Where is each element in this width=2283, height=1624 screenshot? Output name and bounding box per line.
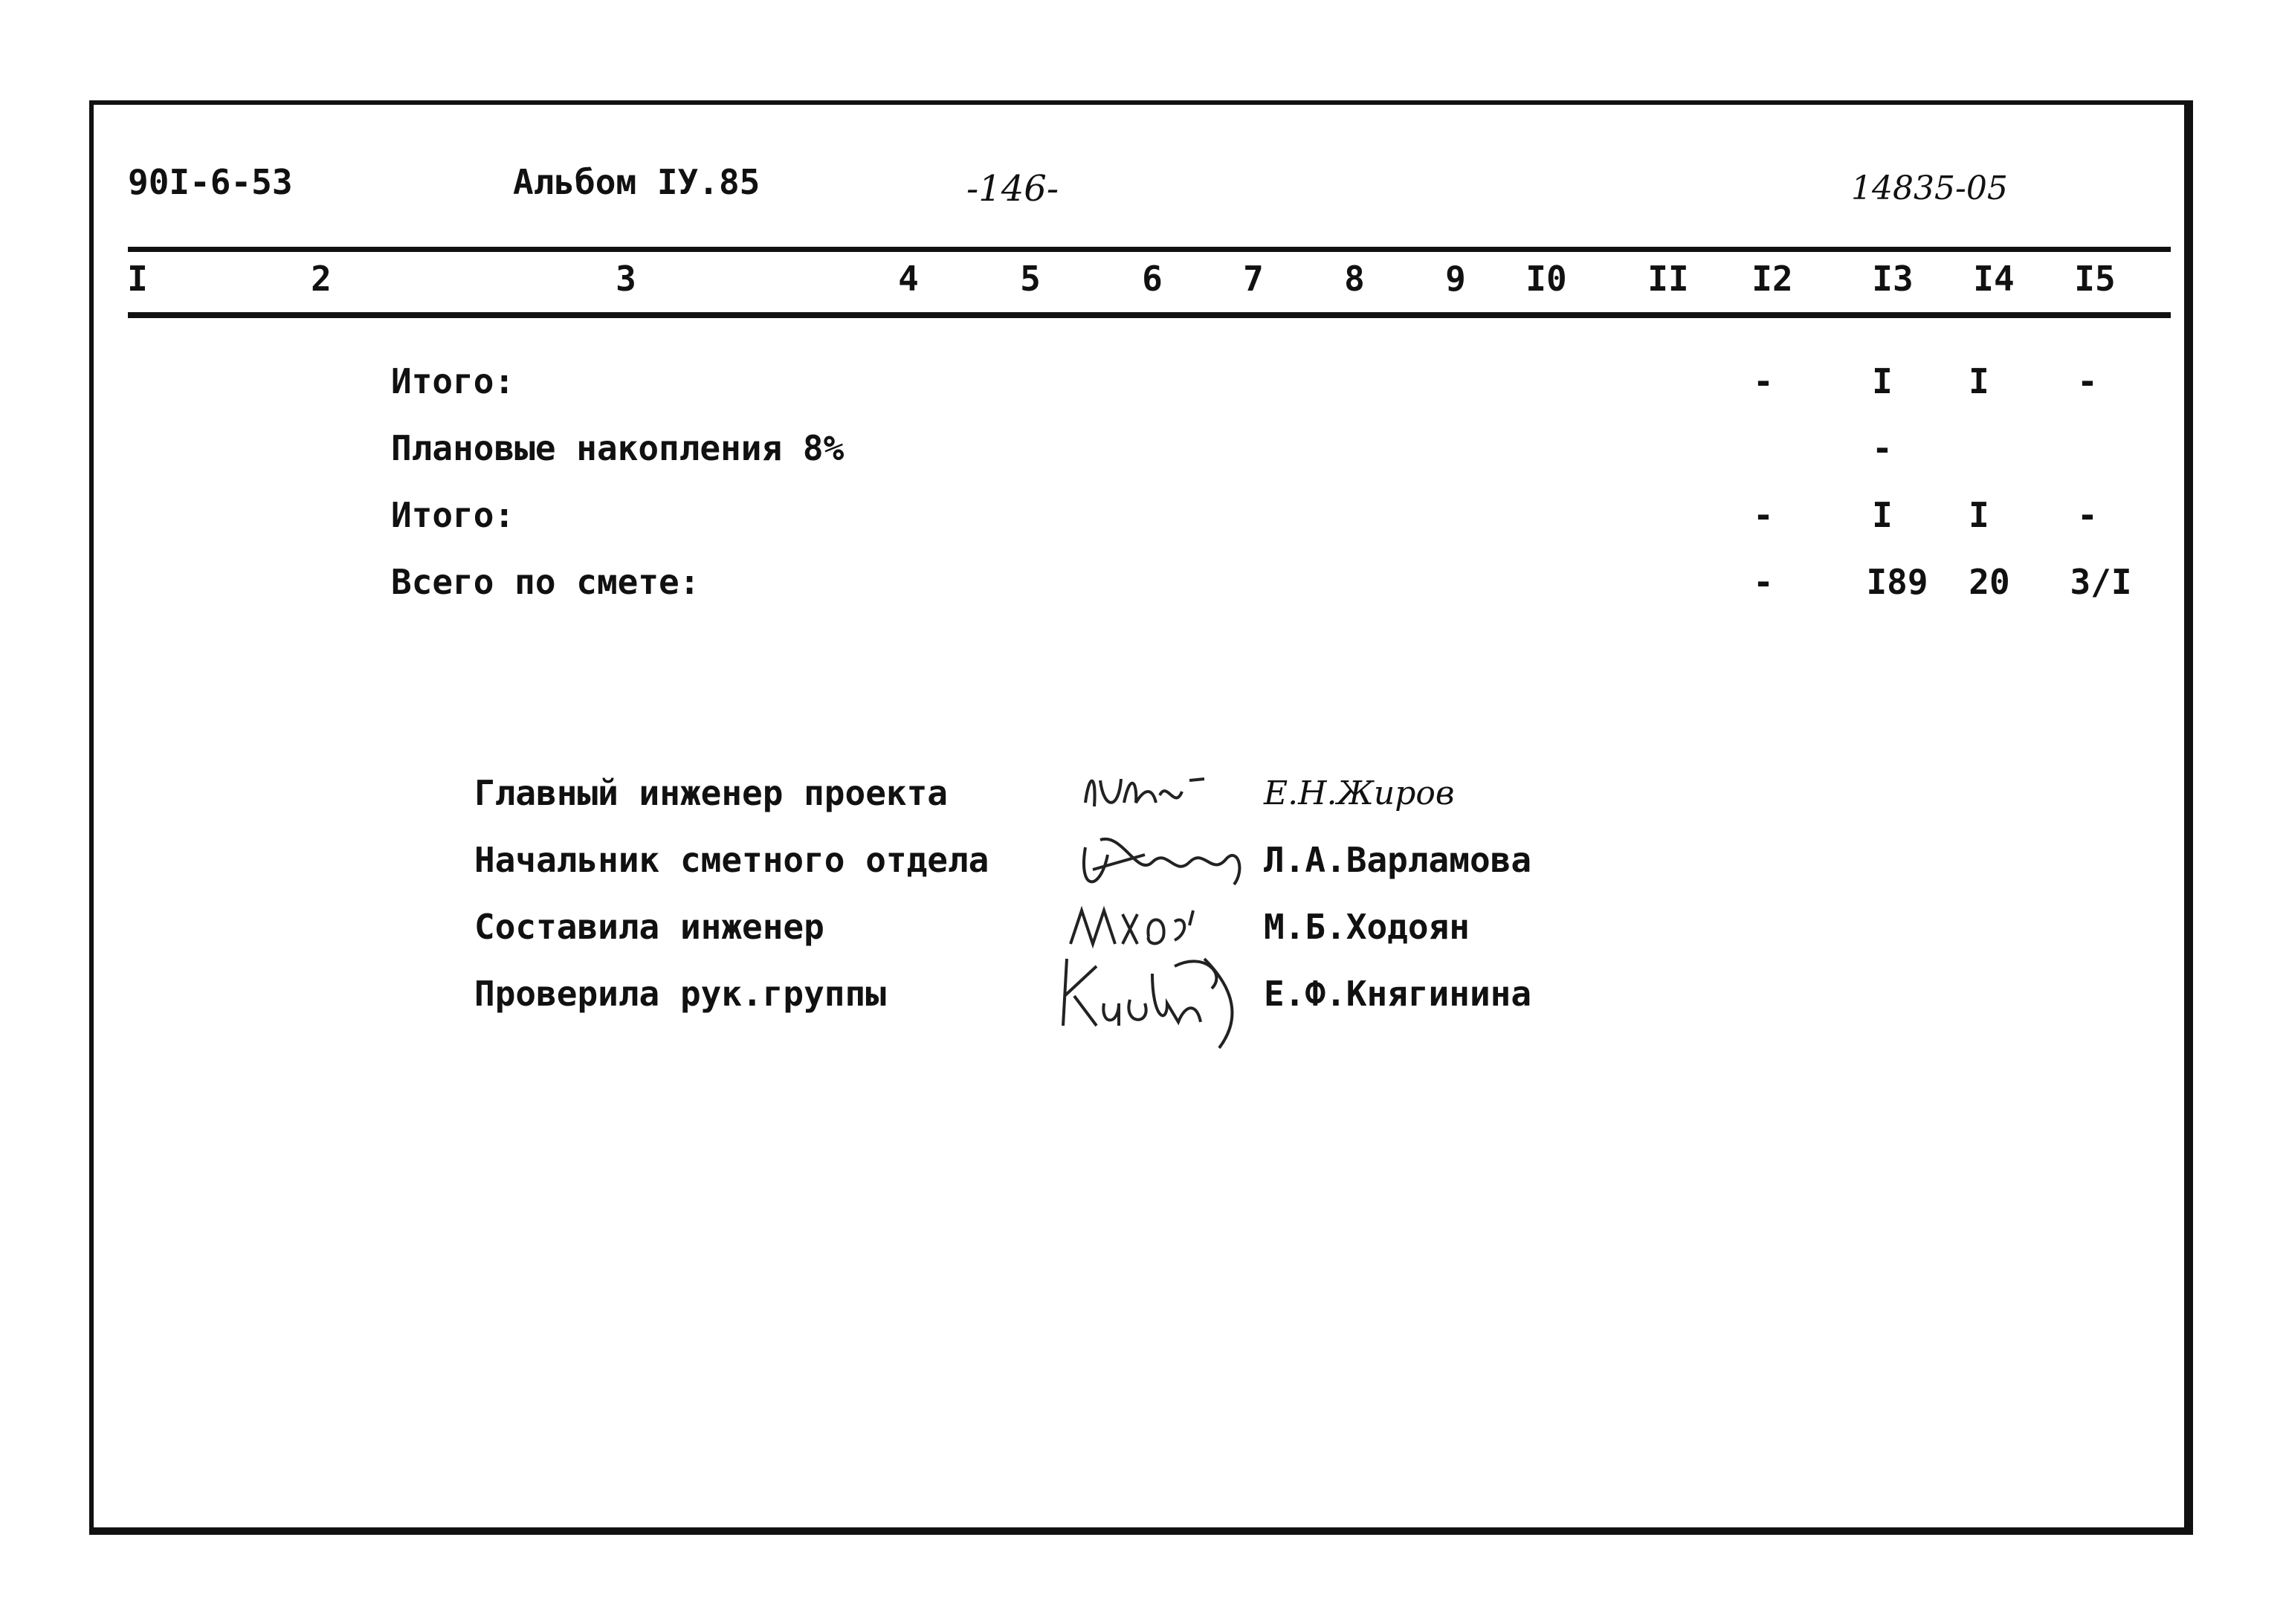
page-number: -146- [966,168,1059,210]
signature-role: Главный инженер проекта [474,773,948,813]
signature-mark [1078,766,1219,818]
stamp-number: 14835-05 [1851,169,2008,207]
column-number: II [1647,259,1689,299]
row-label: Итого: [391,361,515,401]
column-number: 5 [1020,259,1041,299]
column-number: I0 [1525,259,1567,299]
column-number: I4 [1973,259,2015,299]
row-label: Плановые накопления 8% [391,428,845,468]
doc-code: 90I-6-53 [128,162,293,202]
signature-name: Е.Н.Жиров [1264,774,1455,812]
column-number: I2 [1751,259,1793,299]
table-cell: - [2077,495,2098,535]
row-label: Всего по смете: [391,562,700,602]
table-cell: I [1872,495,1893,535]
signature-role: Составила инженер [474,907,824,947]
signature-role: Начальник сметного отдела [474,840,989,880]
column-number: 2 [311,259,332,299]
column-number: 8 [1344,259,1365,299]
table-cell: 20 [1969,562,2010,602]
table-cell: I [1969,495,1989,535]
column-number: 3 [616,259,636,299]
table-cell: - [2077,361,2098,401]
table-cell: I [1872,361,1893,401]
signature-mark [1071,825,1264,899]
table-cell: - [1753,495,1774,535]
table-cell: I [1969,361,1989,401]
row-label: Итого: [391,495,515,535]
column-number: I5 [2074,259,2116,299]
album-label: Альбом IУ.85 [513,162,761,202]
table-cell: I89 [1866,562,1928,602]
table-cell: - [1753,361,1774,401]
column-number: 9 [1445,259,1466,299]
table-cell: - [1753,562,1774,602]
table-cell: - [1872,428,1893,468]
signature-mark [1056,944,1271,1055]
column-number: 7 [1243,259,1264,299]
column-number: 6 [1142,259,1163,299]
column-number: I3 [1872,259,1914,299]
signature-role: Проверила рук.группы [474,974,886,1014]
table-cell: 3/I [2070,562,2132,602]
header-rule-bottom [128,312,2171,318]
column-number: I [127,259,148,299]
column-number: 4 [898,259,919,299]
signature-name: Л.А.Варламова [1264,840,1532,880]
signature-name: Е.Ф.Княгинина [1264,974,1532,1014]
header-rule-top [128,247,2171,252]
signature-name: М.Б.Ходоян [1264,907,1470,947]
